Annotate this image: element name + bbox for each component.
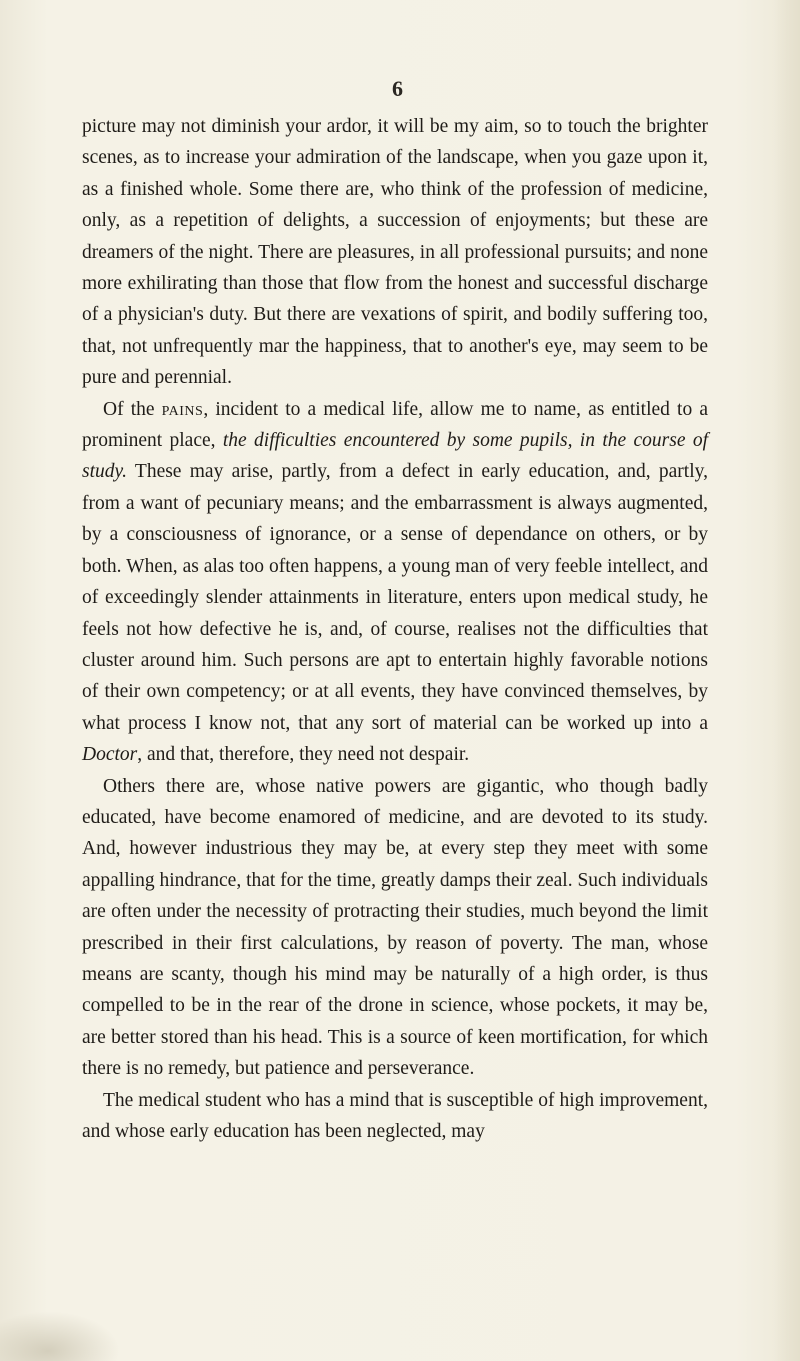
paragraph-2: [82, 394, 708, 771]
paragraph-4: The medical student who has a mind that is susceptible of high improvement, and whose early education has been neglected, may: [82, 1089, 708, 1142]
pains-smallcaps: pains: [161, 398, 204, 420]
paragraph-2-mid2: These may arise, partly, from a defect in early education, and, partly, from a want of pecuniary means; and the embarrassment is always augmented, by a consciousness of ignorance, or a sense of dependance on others, or by both. When, as alas too often happens, a young man of very feeble intellect, and of exceedingly slender attainments in literature, enters upon medical study, he feels not how defective he is, and, of course, realises not the difficulties that cluster around him. Such persons are apt to entertain highly favorable notions of their own competency; or at all events, they have convinced themselves, by what process I know not, that any sort of material can be worked up into a: [82, 461, 708, 734]
body-text: [82, 111, 708, 1147]
doctor-italic: Doctor: [82, 744, 138, 766]
paragraph-2-start: Of the: [103, 398, 155, 420]
paragraph-3: Others there are, whose native powers are gigantic, who though badly educated, have become enamored of medicine, and are devoted to its study. And, however industrious they may be, at every step they meet with some appalling hindrance, that for the time, greatly damps their zeal. Such individuals are often under the necessity of protracting their studies, much beyond the limit prescribed in their first calculations, by reason of poverty. The man, whose means are scanty, though his mind may be naturally of a high order, is thus compelled to be in the rear of the drone in science, whose pockets, it may be, are better stored than his head. This is a source of keen mortification, for which there is no remedy, but patience and perseverance.: [82, 775, 708, 1080]
corner-stain: [0, 1311, 120, 1361]
paragraph-2-mid: , incident to a medical life, allow me to name, as entitled to a prominent place,: [82, 398, 708, 452]
paragraph-2-end: , and that, therefore, they need not despair.: [137, 744, 470, 766]
page-edge: [774, 0, 800, 1361]
paragraph-1: picture may not diminish your ardor, it will be my aim, so to touch the brighter scenes, as to increase your admiration of the landscape, when you gaze upon it, as a finished whole. Some there are, who think of the profession of medicine, only, as a repetition of delights, a succession of enjoyments; but these are dreamers of the night. There are pleasures, in all professional pursuits; and none more exhilirating than those that flow from the honest and successful discharge of a physician's duty. But there are vexations of spirit, and bodily suffering too, that, not unfrequently mar the happiness, that to another's eye, may seem to be pure and perennial.: [82, 116, 708, 389]
difficulties-italic: the difficulties encountered by some pupils, in the course of study.: [82, 430, 708, 483]
page-number: 6: [392, 76, 403, 101]
